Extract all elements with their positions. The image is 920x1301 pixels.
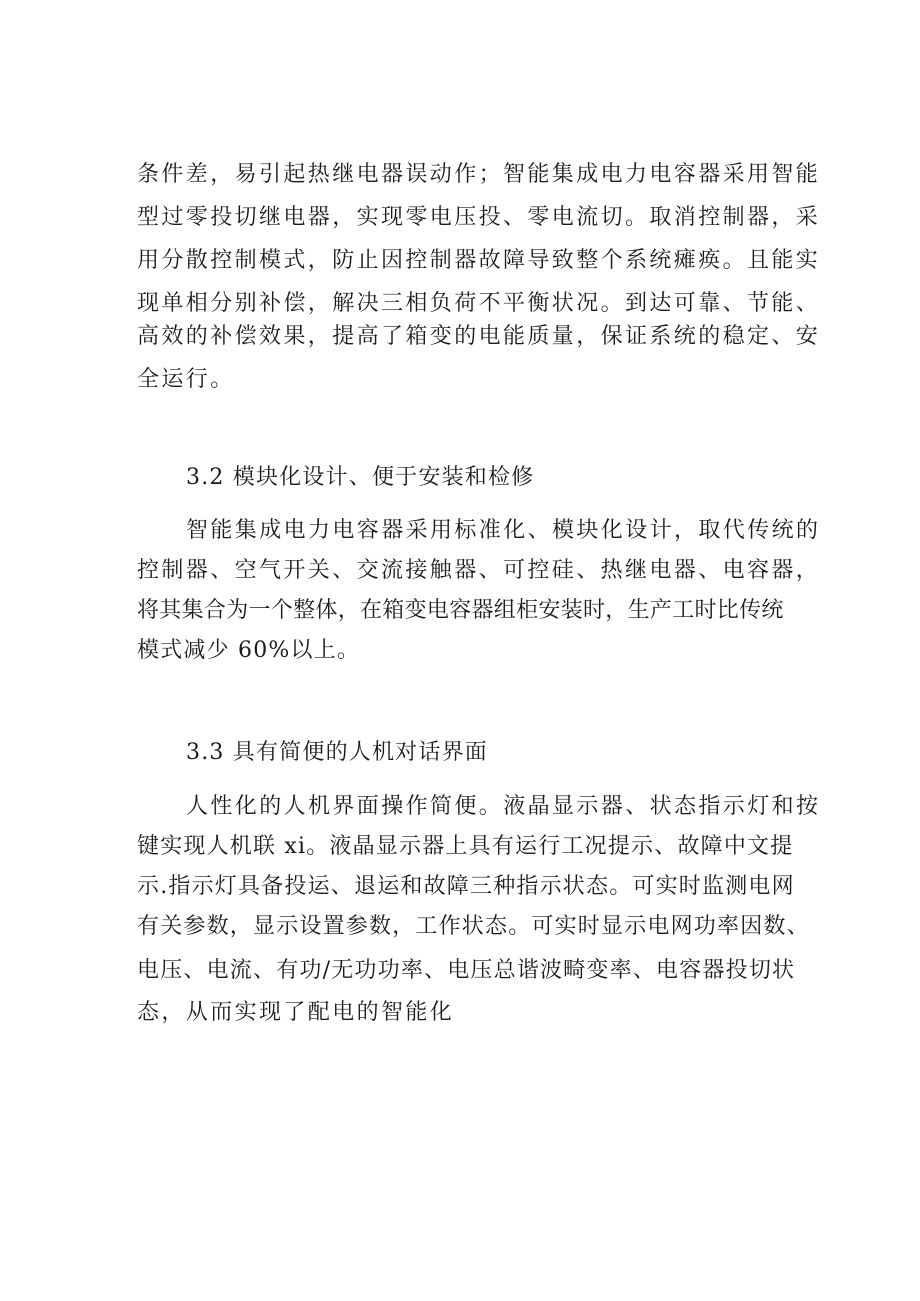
paragraph-line: 用分散控制模式，防止因控制器故障导致整个系统瘫痪。且能实 [137,248,821,273]
paragraph-line: 全运行。 [137,367,235,392]
paragraph-line: 键实现人机联 xi。液晶显示器上具有运行工况提示、故障中文提 [137,834,794,859]
paragraph-line: 将其集合为一个整体，在箱变电容器组柜安装时，生产工时比传统 [137,598,784,623]
paragraph-line: 有关参数，显示设置参数，工作状态。可实时显示电网功率因数、 [137,914,810,939]
paragraph-line: 现单相分别补偿，解决三相负荷不平衡状况。到达可靠、节能、 [137,291,821,316]
paragraph-line: 模式减少 60%以上。 [137,638,361,663]
section-heading-3-3: 3.3 具有简便的人机对话界面 [186,740,488,765]
paragraph-line: 条件差，易引起热继电器误动作；智能集成电力电容器采用智能 [137,162,821,187]
paragraph-line: 示.指示灯具备投运、退运和故障三种指示状态。可实时监测电网 [137,874,795,899]
paragraph-line: 控制器、空气开关、交流接触器、可控硅、热继电器、电容器， [137,558,821,583]
paragraph-line: 电压、电流、有功/无功功率、电压总谐波畸变率、电容器投切状 [137,958,796,983]
paragraph-line: 高效的补偿效果，提高了箱变的电能质量，保证系统的稳定、安 [137,324,821,349]
paragraph-line: 人性化的人机界面操作简便。液晶显示器、状态指示灯和按 [186,794,821,819]
paragraph-line: 型过零投切继电器，实现零电压投、零电流切。取消控制器，采 [137,205,821,230]
paragraph-line: 智能集成电力电容器采用标准化、模块化设计，取代传统的 [186,518,821,543]
paragraph-line: 态，从而实现了配电的智能化 [137,1000,455,1025]
section-heading-3-2: 3.2 模块化设计、便于安装和检修 [186,465,535,490]
